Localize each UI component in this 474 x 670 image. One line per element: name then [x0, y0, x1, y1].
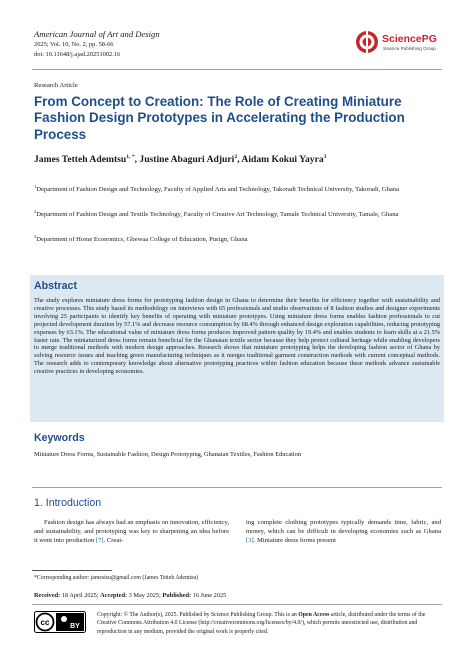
accepted-date: 3 May 2025; [128, 592, 161, 599]
affiliation-text: Department of Home Economics, Gbewaa College of Education, Pusign, Ghana [36, 236, 248, 244]
author-name[interactable]: Justine Abaguri Adjuri [139, 154, 235, 166]
published-label: Published: [162, 592, 192, 599]
keywords-heading: Keywords [34, 432, 85, 444]
intro-text: . Creat- [103, 536, 124, 544]
publication-dates [34, 592, 226, 599]
doi-link[interactable]: doi: 10.11648/j.ajad.20251002.16 [34, 51, 121, 58]
license-url-link[interactable]: http://creativecommons.org/licenses/by/4.0/ [200, 620, 303, 627]
received-date: 18 April 2025; [61, 592, 99, 599]
license-part: Copyright: © The Author(s), 2025. Published by Science Publishing Group. This is an [97, 612, 299, 618]
affiliation-number: 2 [34, 209, 37, 214]
published-date: 16 June 2025 [192, 592, 227, 599]
intro-text: Fashion design has always had an emphasis on innovation, efficiency, and sustainability, and prototyping was key to sharpening an idea before it went into production [34, 519, 229, 544]
abstract-heading: Abstract [34, 280, 77, 292]
affiliation [34, 232, 444, 244]
affiliation-text: Department of Fashion Design and Technology, Faculty of Applied Arts and Technology, Takoradi Technical University, Takoradi, Ghana [36, 186, 400, 194]
article-type: Research Article [34, 82, 78, 89]
citation-link[interactable]: [3] [246, 536, 254, 544]
author-affiliation-mark: 3 [323, 154, 327, 160]
logo-tagline: Science Publishing Group [383, 46, 436, 51]
open-access-label: Open Access [298, 612, 330, 618]
cc-by-license-icon[interactable] [34, 611, 86, 633]
author-list: James Tetteh Ademtsu$^{1, *}$, Justine Abaguri Adjuri$^2$, Aidam Kokui Yayra$^3$ [34, 154, 327, 166]
journal-name: American Journal of Art and Design [34, 29, 160, 39]
affiliation-number: 3 [34, 234, 37, 239]
corresponding-author-note: *Corresponding author: jamestsu@gmail.com (James Tetteh Ademtsu) [34, 575, 199, 581]
abstract-text: The study explores miniature dress forms for prototyping fashion design in Ghana to determine their benefits for efficiency together with sustainability and creative processes. This study based its methodology on interviews with 65 professionals and studio observations of 8 fashion studios and designer experiments involving 25 participants to identify key benefits of operating with miniature prototypes. Using miniature dress forms enables fashion professionals to cut projected development duration by 57.1% and decrease resource consumption by 68.4% through enhanced design exploration capabilities, reducing prototyping expenses by 63.1%. The educational value of miniature dress forms produces improved pattern quality by 19.4% and enables students to learn skills at a 21.5% faster rate. The miniaturized dress forms remain beneficial for the Ghanaian textile sector because they help protect cultural heritage while enabling developers to merge traditional methods with modern design approaches. Research shows that miniature prototyping helps the developing fashion sector of Ghana by solving resource issues and teaching green manufacturing techniques as it merges traditional garment construction methods with current conceptual methods. The research adds to contemporary knowledge about alternative prototyping practices within fashion education because these methods advance sustainable creative practices in developing economies. [34, 297, 440, 376]
license-text [97, 611, 443, 636]
section-divider [32, 487, 442, 488]
logo-name: SciencePG [382, 33, 437, 45]
citation-link[interactable]: [7] [95, 536, 104, 544]
author-name[interactable]: Aidam Kokui Yayra [241, 154, 324, 166]
header-divider [32, 69, 442, 70]
affiliation-text: Department of Fashion Design and Textile Technology, Faculty of Creative Art Technology, Tamale Technical University, Tamale, Ghana [36, 211, 399, 219]
license-part: ), which permits unrestricted use, distribution and reproduction in any medium, provided the original work is properly cited. [97, 620, 418, 635]
svg-text:BY: BY [70, 623, 80, 630]
introduction-heading: 1. Introduction [34, 497, 102, 509]
received-label: Received: [34, 592, 61, 599]
author-name[interactable]: James Tetteh Ademtsu [34, 154, 127, 166]
volume-info: 2025; Vol. 10, No. 2, pp. 58-66 [34, 41, 114, 48]
publisher-logo [355, 30, 445, 60]
svg-text:cc: cc [40, 618, 50, 627]
affiliation [34, 182, 444, 194]
accepted-label: Accepted: [100, 592, 128, 599]
keywords-text: Miniature Dress Forms, Sustainable Fashion, Design Prototyping, Ghanaian Textiles, Fashion Education [34, 451, 302, 458]
intro-text: ing complete clothing prototypes typically demands time, fabric, and money, which can be difficult in developing economies such as Ghana [246, 519, 441, 535]
author-affiliation-mark: 2 [234, 154, 238, 160]
sciencepg-logo-icon [355, 30, 379, 54]
article-title: From Concept to Creation: The Role of Creating Miniature Fashion Design Prototypes in Accelerating the Production Process [34, 94, 405, 142]
intro-column-right [246, 519, 441, 546]
affiliation-number: 1 [34, 184, 37, 189]
license-part: article, distributed under the terms of the Creative Commons Attribution 4.0 License ( [97, 612, 426, 627]
author-affiliation-mark: 1, * [126, 154, 135, 160]
intro-column-left [34, 519, 229, 546]
license-divider [32, 604, 442, 605]
intro-text: . Miniature dress forms present [253, 536, 336, 544]
footnote-divider [32, 570, 112, 571]
affiliation [34, 207, 444, 219]
